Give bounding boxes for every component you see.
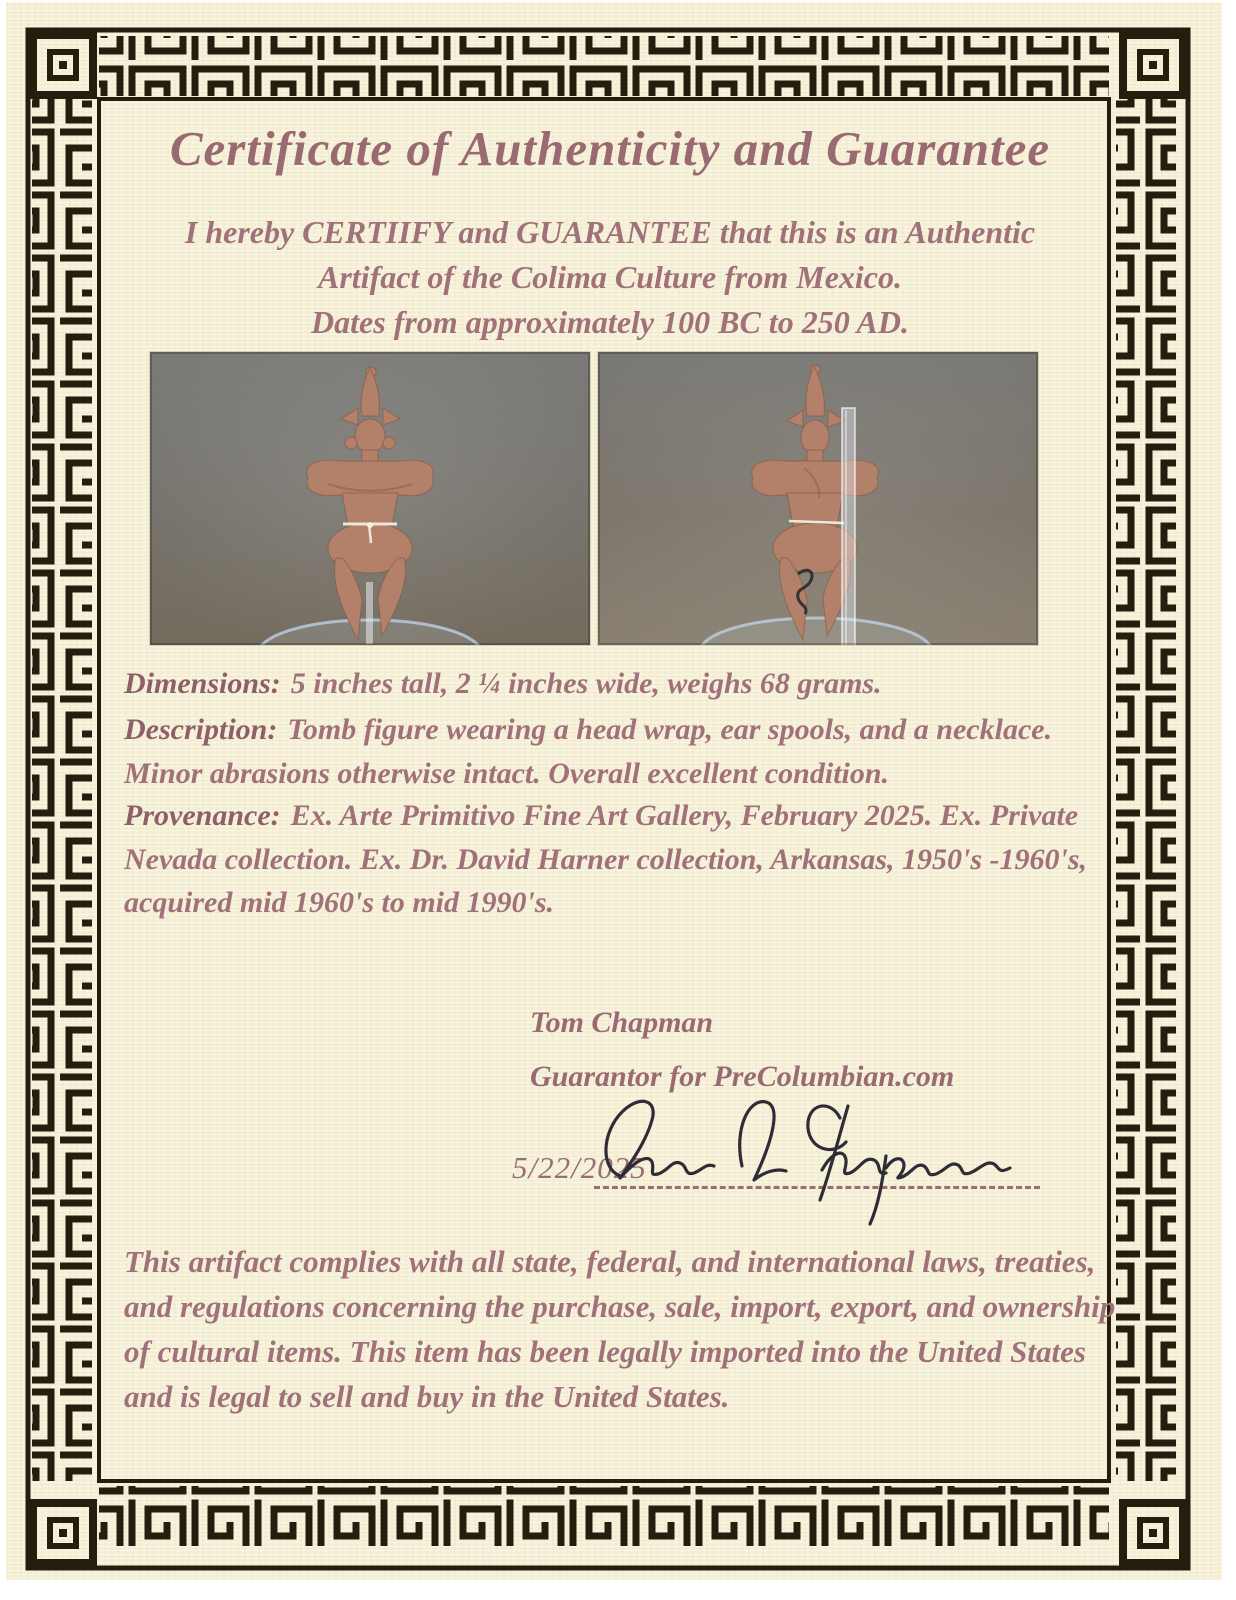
description-row [124, 708, 1074, 795]
description-value: Tomb figure wearing a head wrap, ear spools, and a necklace. Minor abrasions otherwise intact. Overall excellent condition. [124, 713, 1053, 790]
dimensions-value: 5 inches tall, 2 ¼ inches wide, weighs 68 grams. [290, 667, 882, 700]
provenance-value: Ex. Arte Primitivo Fine Art Gallery, February 2025. Ex. Private Nevada collection. Ex. Dr. David Harner collection, Arkansas, 1950's -1960's, acquired mid 1960's to mid 1990's. [124, 799, 1088, 919]
legal-statement: This artifact complies with all state, federal, and international laws, treaties, and regulations concerning the purchase, sale, import, export, and ownership of cultural items. This item has been legally imported into the United States and is legal to sell and buy in the United States. [124, 1244, 1116, 1414]
artifact-photos [150, 352, 1038, 645]
handwritten-signature [586, 1064, 1026, 1234]
dimensions-label: Dimensions: [124, 667, 281, 700]
certification-line-3: Dates from approximately 100 BC to 250 AD. [311, 304, 909, 340]
dimensions-row [124, 662, 1128, 706]
figurine-back-photo [598, 352, 1038, 645]
guarantor-name: Tom Chapman [530, 1006, 714, 1039]
description-label: Description: [124, 713, 278, 746]
signature-date: 5/22/2025 [512, 1150, 647, 1185]
certificate-title: Certificate of Authenticity and Guarantee [169, 121, 1051, 176]
provenance-row [124, 794, 1128, 925]
figurine-front-photo [150, 352, 590, 645]
certification-statement [110, 210, 1110, 345]
guarantor-role: Guarantor for PreColumbian.com [530, 1060, 955, 1093]
certification-line-1: I hereby CERTIIFY and GUARANTEE that this is an Authentic [184, 214, 1036, 250]
provenance-label: Provenance: [124, 799, 281, 832]
certification-line-2: Artifact of the Colima Culture from Mexico. [317, 259, 902, 295]
